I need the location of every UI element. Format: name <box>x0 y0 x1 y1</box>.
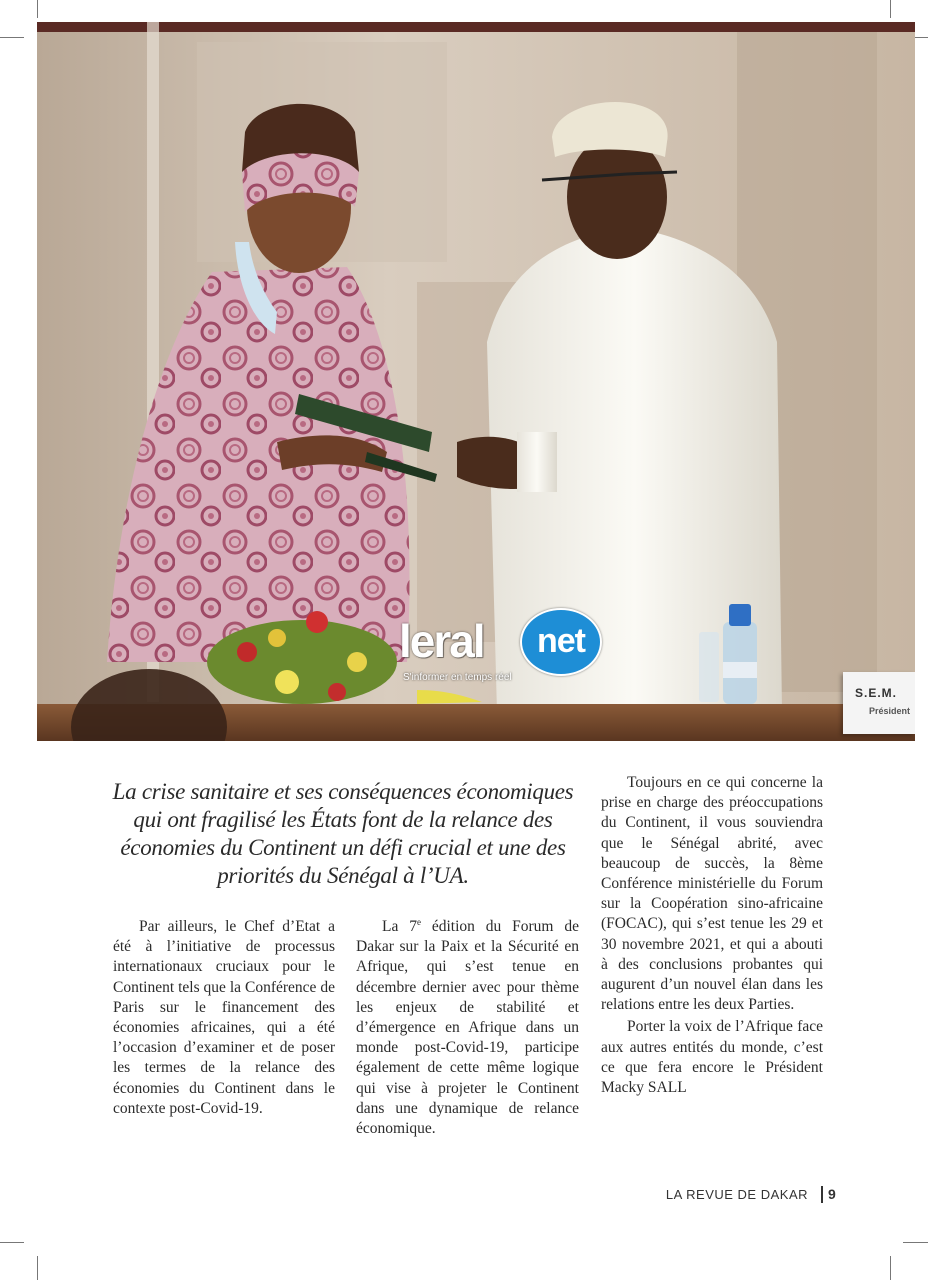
crop-mark-bottom-right-h <box>903 1242 928 1243</box>
column-2-paragraph <box>356 917 579 1139</box>
watermark-brand-text: leral <box>399 615 484 667</box>
crop-mark-top-left-v <box>37 0 38 18</box>
article-column-2 <box>356 917 579 1139</box>
column-2-text-rest: édition du Forum de Dakar sur la Paix et la Sécurité en Afrique, qui s’est tenue en décembre dernier avec pour thème les enjeux de stabilité et d’émergence en Afrique dans un monde post-Covid-19, participe également de cette même logique qui vise à projeter le Continent dans une dynamique de relance économique. <box>356 918 579 1138</box>
column-1-paragraph: Par ailleurs, le Chef d’Etat a été à l’initiative de processus internationaux cruciaux pour le Continent tels que la Conférence de Paris sur le financement des économies africaines, qui a été l’occasion d’examiner et de poser les termes de la relance des économies du Continent dans le contexte post-Covid-19. <box>113 918 335 1117</box>
pull-quote: La crise sanitaire et ses conséquences économiques qui ont fragilisé les États font de la relance des économies du Continent un défi crucial et une des priorités du Sénégal à l’UA. <box>112 779 574 888</box>
watermark-brand-suffix: net <box>520 608 602 676</box>
article-column-1 <box>113 917 335 1119</box>
column-3-paragraph-2: Porter la voix de l’Afrique face aux autres entités du monde, c’est ce que fera encore le Président Macky SALL <box>601 1018 823 1097</box>
publication-name: LA REVUE DE DAKAR <box>665 1187 808 1202</box>
column-2-text-start: La 7 <box>382 918 417 935</box>
crop-mark-bottom-left-v <box>37 1256 38 1280</box>
nameplate <box>843 672 915 734</box>
page-number: 9 <box>828 1186 837 1202</box>
article-photo <box>37 22 915 741</box>
nameplate-subtitle: Président <box>869 706 911 716</box>
crop-mark-bottom-left-h <box>0 1242 24 1243</box>
article-column-3 <box>601 773 823 1098</box>
page-footer <box>640 1186 840 1204</box>
crop-mark-bottom-right-v <box>890 1256 891 1280</box>
nameplate-title: S.E.M. <box>855 686 898 700</box>
crop-mark-top-left-h <box>0 37 24 38</box>
column-3-paragraph-1: Toujours en ce qui concerne la prise en charge des préoccupations du Continent, il vous souviendra que le Sénégal abrité, avec beaucoup de succès, la 8ème Conférence ministérielle du Forum sur la Coopération sino-africaine (FOCAC), qui s’est tenue les 29 et 30 novembre 2021, et qui a abouti à des conclusions probantes qui augurent d’un nouvel élan dans les relations entre les deux Parties. <box>601 774 823 1014</box>
column-2-superscript: e <box>416 916 421 927</box>
crop-mark-top-right-v <box>890 0 891 18</box>
footer-separator <box>821 1186 823 1203</box>
watermark-tagline: S'informer en temps réel <box>403 672 512 683</box>
leralnet-watermark <box>377 608 607 696</box>
backdrop-letters <box>37 22 915 32</box>
